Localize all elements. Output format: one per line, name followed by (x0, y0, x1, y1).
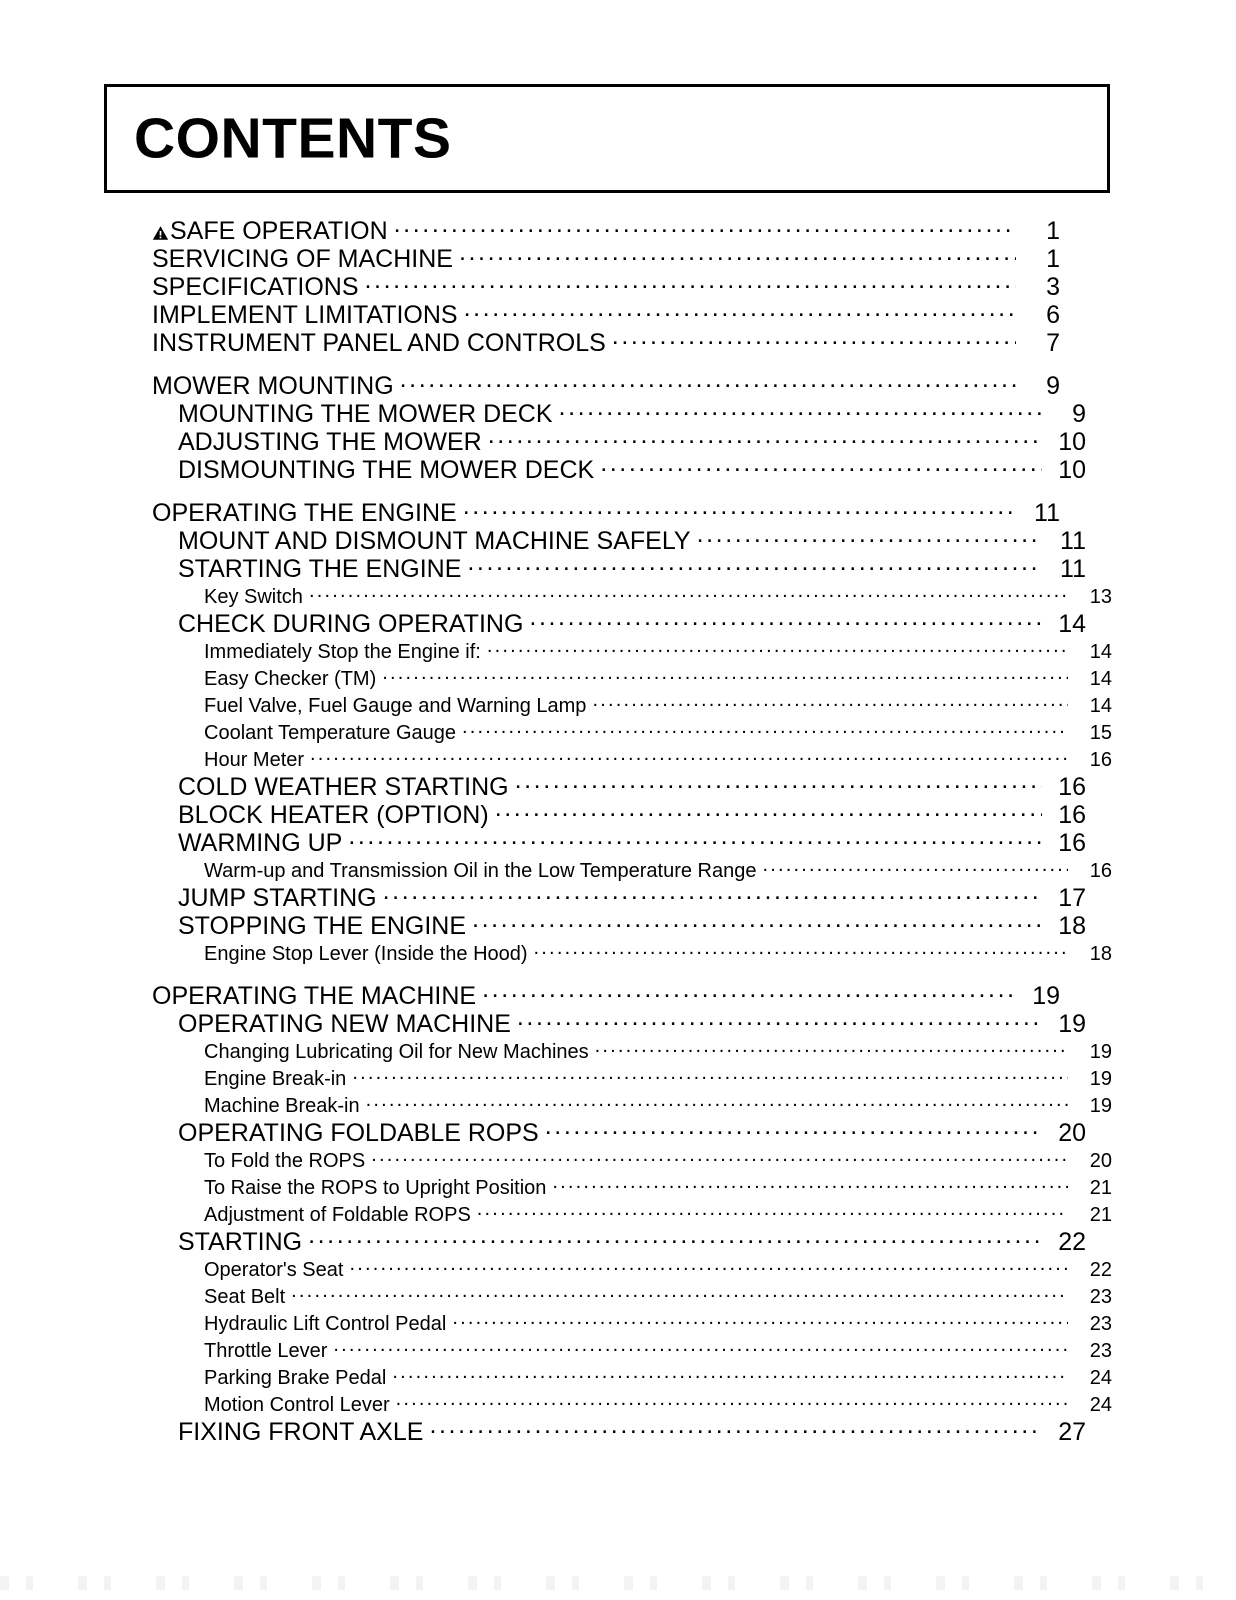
toc-entry[interactable] (178, 1229, 1086, 1257)
dot-leader (697, 533, 1042, 549)
warning-triangle-icon (152, 225, 169, 241)
toc-page-number: 11 (1034, 499, 1060, 527)
dot-leader (452, 1314, 1068, 1330)
toc-entry-label (178, 401, 557, 428)
dot-leader (559, 406, 1042, 422)
toc-entry-text: Throttle Lever (204, 1340, 328, 1362)
toc-entry-text: JUMP STARTING (178, 884, 377, 912)
toc-entry-text: SAFE OPERATION (170, 217, 388, 245)
dot-leader (552, 1178, 1068, 1194)
toc-page-number: 14 (1058, 610, 1086, 638)
dot-leader (762, 861, 1068, 877)
toc-page-number: 17 (1058, 884, 1086, 912)
toc-entry-label (204, 1039, 593, 1066)
toc-entry[interactable] (204, 666, 1112, 693)
toc-entry-text: Seat Belt (204, 1286, 286, 1308)
dot-leader (392, 1368, 1068, 1384)
toc-page-number: 22 (1058, 1228, 1086, 1256)
scan-artifact-strip (0, 1576, 1236, 1590)
toc-entry[interactable] (204, 720, 1112, 747)
toc-page-number: 19 (1089, 1068, 1112, 1090)
toc-entry[interactable] (204, 639, 1112, 666)
toc-entry-label (152, 330, 610, 357)
toc-page-number: 16 (1089, 860, 1112, 882)
toc-page-number: 22 (1089, 1259, 1112, 1281)
dot-leader (477, 1205, 1068, 1221)
dot-leader (382, 669, 1068, 685)
toc-page-number: 18 (1058, 912, 1086, 940)
dot-leader (400, 378, 1016, 394)
dot-leader (310, 750, 1068, 766)
toc-entry-text: COLD WEATHER STARTING (178, 773, 509, 801)
toc-entry-text: Engine Break-in (204, 1068, 347, 1090)
toc-entry-text: OPERATING NEW MACHINE (178, 1010, 511, 1038)
toc-entry-text: STARTING THE ENGINE (178, 555, 462, 583)
toc-entry[interactable] (204, 1365, 1112, 1392)
toc-entry-text: Hydraulic Lift Control Pedal (204, 1313, 447, 1335)
dot-leader (517, 1016, 1042, 1032)
toc-entry-text: To Raise the ROPS to Upright Position (204, 1177, 547, 1199)
toc-entry-text: Easy Checker (TM) (204, 668, 377, 690)
toc-entry-label (204, 1338, 331, 1365)
toc-entry-text: Fuel Valve, Fuel Gauge and Warning Lamp (204, 695, 587, 717)
toc-entry[interactable] (178, 457, 1086, 485)
toc-entry[interactable] (152, 246, 1060, 274)
toc-entry-label (204, 666, 380, 693)
toc-entry[interactable] (152, 302, 1060, 330)
toc-entry-label (204, 941, 532, 968)
toc-page-number: 21 (1089, 1204, 1112, 1226)
table-of-contents (152, 217, 1112, 1447)
dot-leader (333, 1341, 1068, 1357)
toc-page-number: 6 (1046, 301, 1060, 329)
toc-page-number: 11 (1060, 555, 1086, 583)
toc-entry-label (204, 1202, 475, 1229)
dot-leader (383, 890, 1042, 906)
toc-entry[interactable] (204, 1311, 1112, 1338)
toc-entry[interactable] (178, 401, 1086, 429)
dot-leader (488, 434, 1042, 450)
toc-entry-text: STOPPING THE ENGINE (178, 912, 467, 940)
toc-entry[interactable] (178, 429, 1086, 457)
toc-page-number: 21 (1089, 1177, 1112, 1199)
toc-page-number: 16 (1058, 829, 1086, 857)
dot-leader (394, 223, 1016, 239)
toc-entry[interactable] (152, 373, 1060, 401)
toc-entry-label (178, 1419, 427, 1446)
toc-entry-label (204, 1093, 364, 1120)
toc-entry-label (178, 457, 598, 484)
toc-entry[interactable] (204, 858, 1112, 885)
toc-entry-label (204, 1148, 369, 1175)
toc-entry[interactable] (204, 693, 1112, 720)
toc-entry[interactable] (204, 1039, 1112, 1066)
toc-entry[interactable] (178, 885, 1086, 913)
toc-entry[interactable] (178, 528, 1086, 556)
toc-entry-text: OPERATING THE MACHINE (152, 982, 477, 1010)
toc-entry-text: Immediately Stop the Engine if: (204, 641, 481, 663)
toc-entry-text: Adjustment of Foldable ROPS (204, 1204, 471, 1226)
toc-entry-label (178, 1120, 543, 1147)
toc-page-number: 24 (1089, 1367, 1112, 1389)
toc-page-number: 23 (1089, 1340, 1112, 1362)
toc-page-number: 16 (1089, 749, 1112, 771)
dot-leader (534, 944, 1068, 960)
toc-entry-text: MOUNT AND DISMOUNT MACHINE SAFELY (178, 527, 691, 555)
toc-entry-label (204, 584, 307, 611)
toc-page-number: 16 (1058, 773, 1086, 801)
dot-leader (459, 251, 1016, 267)
toc-entry-label (204, 1284, 289, 1311)
toc-entry-label (204, 1175, 550, 1202)
toc-entry-text: OPERATING FOLDABLE ROPS (178, 1119, 539, 1147)
dot-leader (463, 505, 1016, 521)
toc-page-number: 16 (1058, 801, 1086, 829)
dot-leader (365, 279, 1016, 295)
toc-entry-label (178, 429, 486, 456)
toc-page-number: 14 (1089, 668, 1112, 690)
toc-entry-label (204, 639, 485, 666)
toc-page-number: 19 (1058, 1010, 1086, 1038)
dot-leader (472, 918, 1042, 934)
toc-entry[interactable] (204, 1202, 1112, 1229)
toc-entry-text: SPECIFICATIONS (152, 273, 359, 301)
toc-page-number: 18 (1089, 943, 1112, 965)
toc-entry-label (204, 858, 760, 885)
dot-leader (595, 1042, 1068, 1058)
toc-entry-label (152, 246, 457, 273)
dot-leader (495, 807, 1042, 823)
dot-leader (291, 1287, 1068, 1303)
toc-entry[interactable] (204, 1175, 1112, 1202)
toc-entry-text: To Fold the ROPS (204, 1150, 366, 1172)
toc-page-number: 27 (1058, 1418, 1086, 1446)
toc-entry-text: INSTRUMENT PANEL AND CONTROLS (152, 329, 606, 357)
toc-entry-text: MOUNTING THE MOWER DECK (178, 400, 553, 428)
dot-leader (464, 307, 1016, 323)
toc-entry-label (204, 1311, 450, 1338)
dot-leader (515, 779, 1042, 795)
toc-page-number: 19 (1032, 982, 1060, 1010)
toc-page-number: 10 (1058, 456, 1086, 484)
toc-entry-text: DISMOUNTING THE MOWER DECK (178, 456, 595, 484)
toc-entry-label (178, 528, 695, 555)
toc-page-number: 9 (1072, 400, 1086, 428)
dot-leader (545, 1125, 1042, 1141)
toc-entry-label (178, 1011, 515, 1038)
toc-page-number: 10 (1058, 428, 1086, 456)
toc-entry-text: OPERATING THE ENGINE (152, 499, 457, 527)
toc-entry[interactable] (204, 1093, 1112, 1120)
toc-entry[interactable] (204, 941, 1112, 968)
toc-entry[interactable] (152, 500, 1060, 528)
toc-page-number: 19 (1089, 1095, 1112, 1117)
toc-entry-label (204, 1066, 350, 1093)
toc-entry-text: FIXING FRONT AXLE (178, 1418, 424, 1446)
toc-entry-label (178, 1229, 306, 1256)
toc-entry-label (178, 774, 513, 801)
toc-entry[interactable] (178, 611, 1086, 639)
dot-leader (482, 988, 1016, 1004)
toc-page-number: 3 (1046, 273, 1060, 301)
dot-leader (592, 696, 1068, 712)
toc-entry-text: CHECK DURING OPERATING (178, 610, 524, 638)
toc-page-number: 23 (1089, 1313, 1112, 1335)
toc-page-number: 9 (1046, 372, 1060, 400)
toc-entry-text: IMPLEMENT LIMITATIONS (152, 301, 458, 329)
toc-entry-text: Key Switch (204, 586, 303, 608)
dot-leader (612, 335, 1016, 351)
toc-entry-label (178, 611, 527, 638)
toc-page-number: 14 (1089, 641, 1112, 663)
toc-entry[interactable] (152, 218, 1060, 246)
toc-entry[interactable] (178, 830, 1086, 858)
dot-leader (529, 616, 1042, 632)
toc-entry-text: STARTING (178, 1228, 303, 1256)
dot-leader (429, 1424, 1042, 1440)
toc-entry-label (178, 802, 493, 829)
toc-entry-label (204, 693, 590, 720)
dot-leader (487, 642, 1068, 658)
toc-entry-label (152, 218, 392, 245)
toc-entry-label (178, 830, 346, 857)
toc-page-number: 24 (1089, 1394, 1112, 1416)
dot-leader (366, 1096, 1068, 1112)
toc-entry-label (178, 556, 465, 583)
toc-entry-text: Machine Break-in (204, 1095, 360, 1117)
toc-entry-text: Changing Lubricating Oil for New Machines (204, 1041, 589, 1063)
toc-page-number: 11 (1060, 527, 1086, 555)
toc-entry[interactable] (178, 1419, 1086, 1447)
toc-page-number: 1 (1046, 245, 1060, 273)
toc-entry-label (204, 1365, 390, 1392)
toc-page-number: 20 (1058, 1119, 1086, 1147)
toc-entry-text: ADJUSTING THE MOWER (178, 428, 482, 456)
toc-page-number: 1 (1046, 217, 1060, 245)
toc-entry-label (204, 1392, 394, 1419)
toc-entry[interactable] (204, 1284, 1112, 1311)
toc-entry-label (152, 302, 462, 329)
toc-entry[interactable] (204, 584, 1112, 611)
toc-entry[interactable] (178, 802, 1086, 830)
toc-page-number: 15 (1089, 722, 1112, 744)
toc-page-number: 23 (1089, 1286, 1112, 1308)
toc-entry[interactable] (178, 556, 1086, 584)
dot-leader (371, 1151, 1068, 1167)
toc-entry-text: Operator's Seat (204, 1259, 344, 1281)
dot-leader (348, 835, 1042, 851)
toc-entry[interactable] (152, 274, 1060, 302)
toc-entry-label (152, 500, 461, 527)
toc-entry-label (204, 1257, 347, 1284)
toc-entry[interactable] (204, 747, 1112, 774)
dot-leader (352, 1069, 1068, 1085)
toc-page-number: 7 (1046, 329, 1060, 357)
toc-entry-label (152, 983, 480, 1010)
toc-entry-text: MOWER MOUNTING (152, 372, 394, 400)
toc-entry-text: BLOCK HEATER (OPTION) (178, 801, 489, 829)
toc-entry-label (204, 747, 308, 774)
toc-entry-text: Coolant Temperature Gauge (204, 722, 457, 744)
toc-entry[interactable] (178, 913, 1086, 941)
dot-leader (308, 1234, 1042, 1250)
contents-title-box (104, 84, 1110, 193)
toc-entry[interactable] (204, 1066, 1112, 1093)
page-title: CONTENTS (134, 106, 452, 170)
toc-entry[interactable] (204, 1257, 1112, 1284)
toc-entry[interactable] (152, 983, 1060, 1011)
toc-entry[interactable] (178, 774, 1086, 802)
toc-entry[interactable] (178, 1120, 1086, 1148)
toc-entry-text: Hour Meter (204, 749, 305, 771)
toc-entry[interactable] (178, 1011, 1086, 1039)
toc-entry-text: Engine Stop Lever (Inside the Hood) (204, 943, 528, 965)
dot-leader (309, 587, 1068, 603)
toc-entry-text: Warm-up and Transmission Oil in the Low Temperature Range (204, 860, 757, 882)
dot-leader (462, 723, 1068, 739)
toc-entry-label (204, 720, 460, 747)
toc-entry-label (152, 274, 363, 301)
toc-entry[interactable] (204, 1148, 1112, 1175)
toc-entry[interactable] (204, 1392, 1112, 1419)
toc-entry-text: WARMING UP (178, 829, 343, 857)
toc-page-number: 20 (1089, 1150, 1112, 1172)
toc-entry[interactable] (152, 330, 1060, 358)
toc-page-number: 13 (1089, 586, 1112, 608)
toc-entry-label (152, 373, 398, 400)
toc-entry-label (178, 913, 470, 940)
toc-page-number: 14 (1089, 695, 1112, 717)
toc-entry-text: SERVICING OF MACHINE (152, 245, 453, 273)
dot-leader (600, 462, 1042, 478)
toc-entry[interactable] (204, 1338, 1112, 1365)
toc-entry-text: Parking Brake Pedal (204, 1367, 387, 1389)
dot-leader (396, 1395, 1068, 1411)
toc-page-number: 19 (1089, 1041, 1112, 1063)
toc-entry-text: Motion Control Lever (204, 1394, 390, 1416)
dot-leader (467, 561, 1042, 577)
toc-entry-label (178, 885, 381, 912)
dot-leader (349, 1260, 1068, 1276)
